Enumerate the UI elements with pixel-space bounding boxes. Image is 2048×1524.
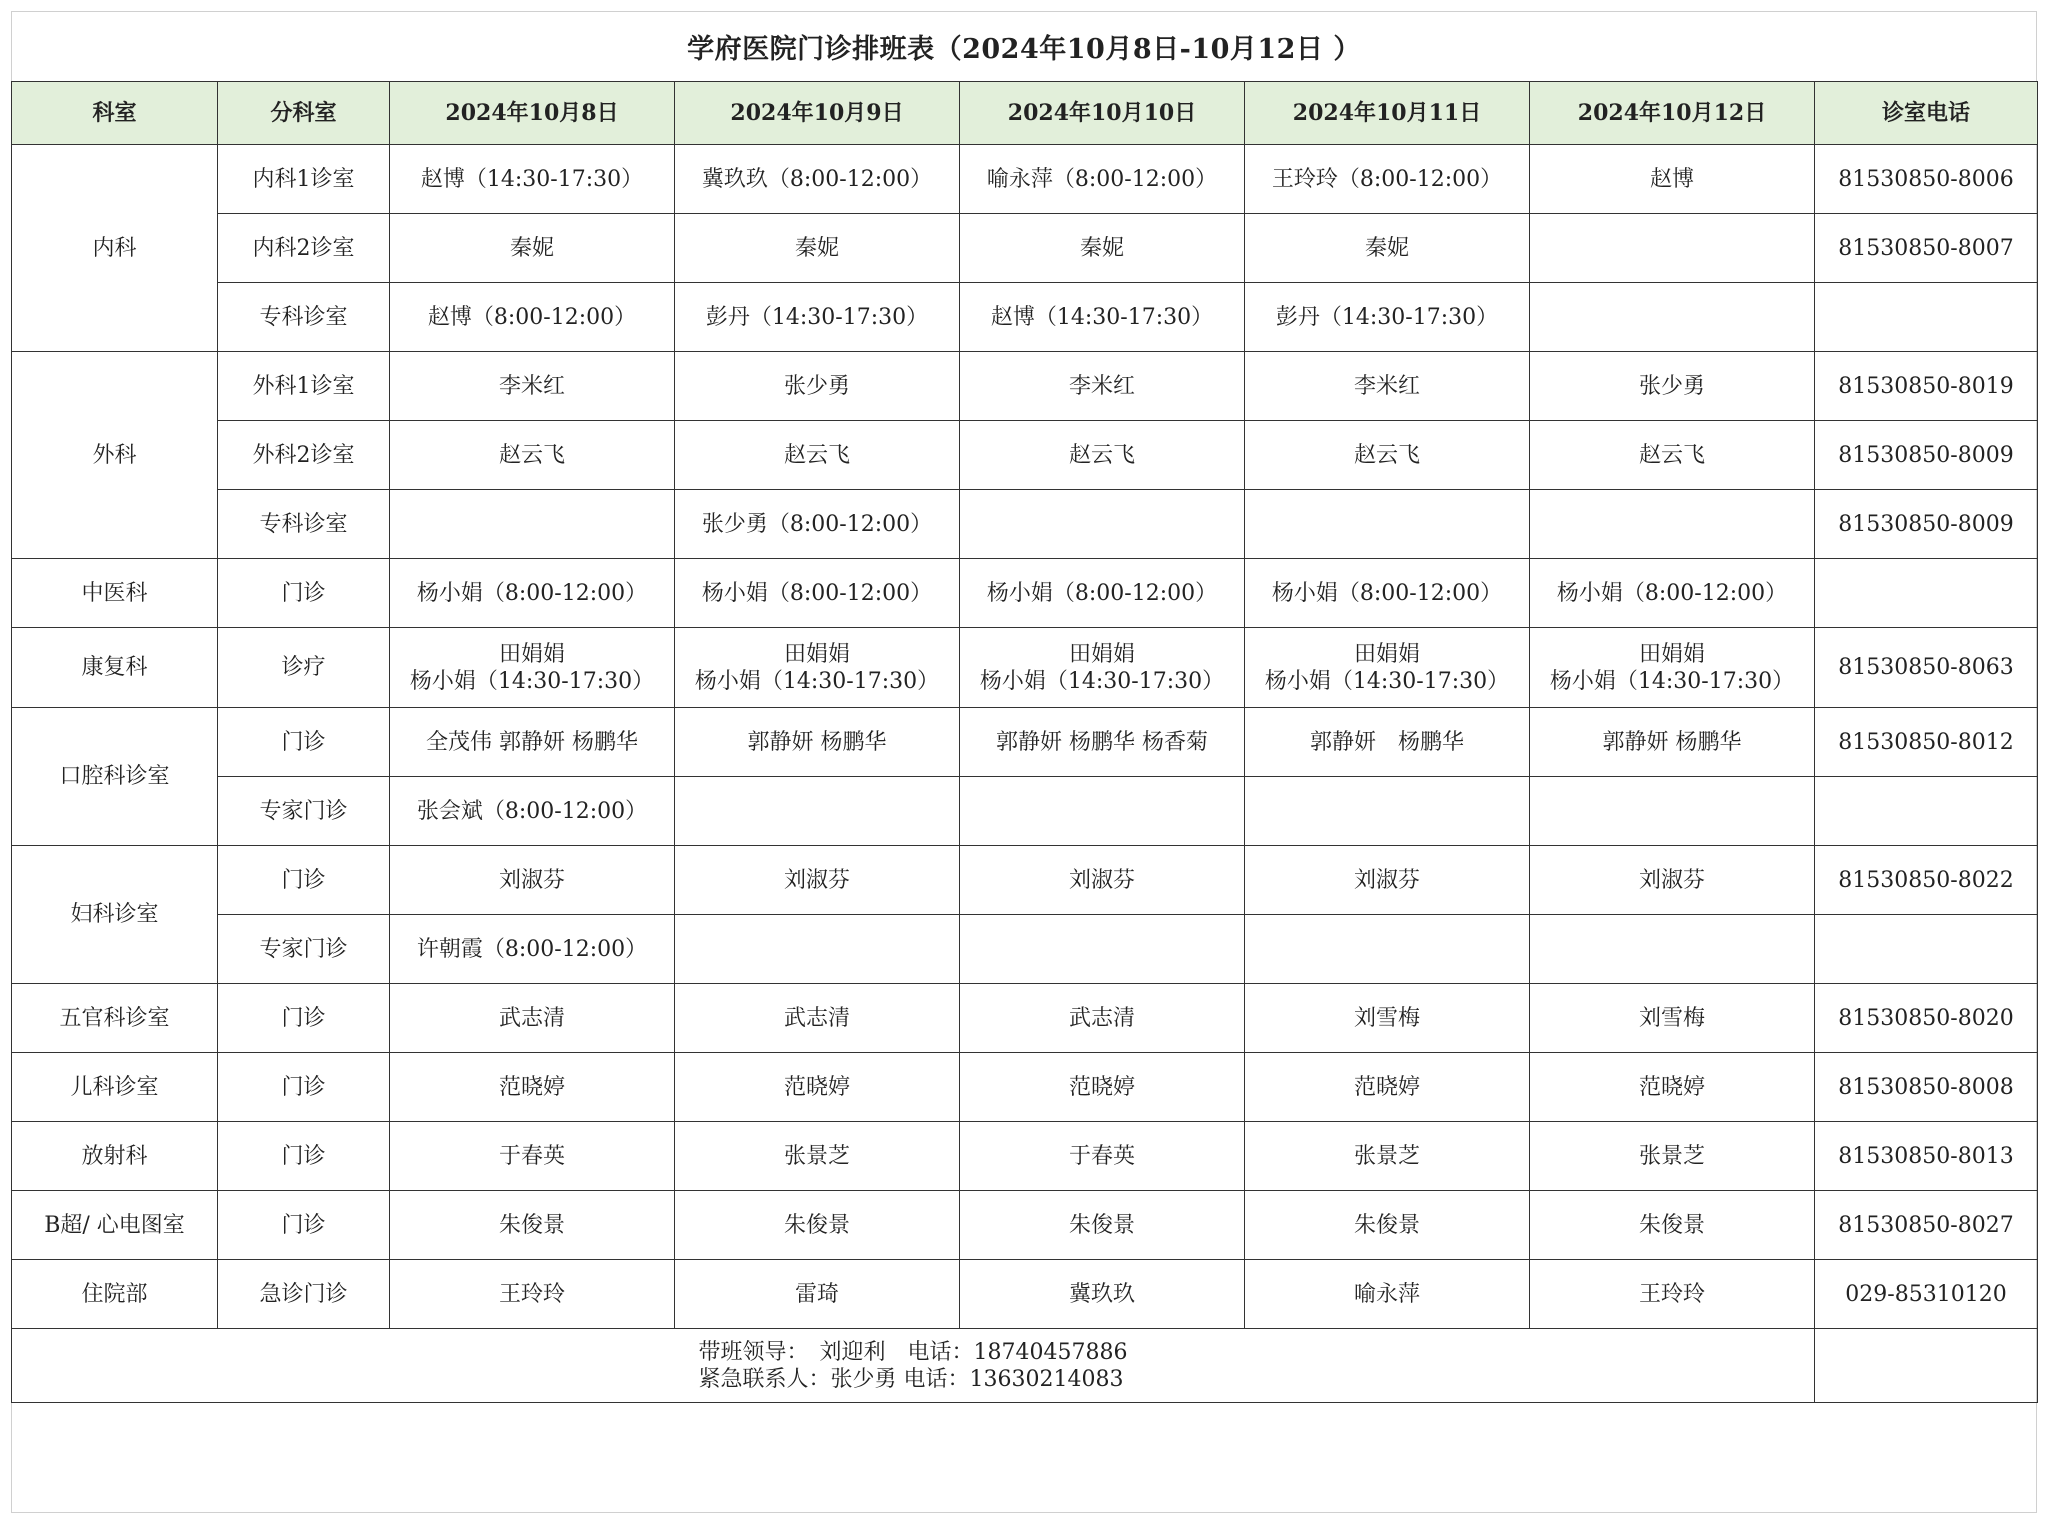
schedule-cell: 赵博（8:00-12:00） — [390, 283, 675, 352]
schedule-cell: 杨小娟（8:00-12:00） — [390, 559, 675, 628]
schedule-cell — [675, 777, 960, 846]
sub-room-cell: 内科1诊室 — [218, 145, 390, 214]
phone-cell: 81530850-8019 — [1815, 352, 2038, 421]
department-cell: 放射科 — [12, 1122, 218, 1191]
department-cell: 住院部 — [12, 1260, 218, 1329]
schedule-cell — [1245, 777, 1530, 846]
schedule-cell: 刘淑芬 — [390, 846, 675, 915]
sub-room-cell: 内科2诊室 — [218, 214, 390, 283]
header-phone: 诊室电话 — [1815, 82, 2038, 145]
schedule-cell: 张景芝 — [1245, 1122, 1530, 1191]
schedule-cell: 范晓婷 — [675, 1053, 960, 1122]
schedule-row — [12, 1053, 2038, 1122]
schedule-cell: 张少勇 — [1530, 352, 1815, 421]
schedule-cell: 全茂伟 郭静妍 杨鹏华 — [390, 708, 675, 777]
department-cell: 康复科 — [12, 628, 218, 708]
header-date: 2024年10月8日 — [390, 82, 675, 145]
schedule-cell: 王玲玲 — [1530, 1260, 1815, 1329]
schedule-cell: 刘淑芬 — [960, 846, 1245, 915]
sub-room-cell: 门诊 — [218, 1122, 390, 1191]
schedule-row — [12, 559, 2038, 628]
sub-room-cell: 门诊 — [218, 708, 390, 777]
schedule-row — [12, 915, 2038, 984]
phone-cell: 81530850-8063 — [1815, 628, 2038, 708]
schedule-cell: 杨小娟（8:00-12:00） — [675, 559, 960, 628]
department-cell: 内科 — [12, 145, 218, 352]
phone-cell: 81530850-8009 — [1815, 490, 2038, 559]
schedule-cell: 张少勇（8:00-12:00） — [675, 490, 960, 559]
schedule-cell: 范晓婷 — [1245, 1053, 1530, 1122]
sub-room-cell: 门诊 — [218, 1053, 390, 1122]
schedule-body — [12, 145, 2038, 1329]
header-date: 2024年10月9日 — [675, 82, 960, 145]
schedule-cell: 张少勇 — [675, 352, 960, 421]
schedule-row — [12, 1122, 2038, 1191]
phone-cell: 81530850-8008 — [1815, 1053, 2038, 1122]
department-cell: 外科 — [12, 352, 218, 559]
schedule-row — [12, 708, 2038, 777]
schedule-cell: 刘淑芬 — [1245, 846, 1530, 915]
schedule-cell: 郭静妍 杨鹏华 — [675, 708, 960, 777]
schedule-cell: 秦妮 — [675, 214, 960, 283]
schedule-cell: 朱俊景 — [1530, 1191, 1815, 1260]
schedule-cell: 杨小娟（8:00-12:00） — [960, 559, 1245, 628]
department-cell: 儿科诊室 — [12, 1053, 218, 1122]
schedule-row — [12, 1191, 2038, 1260]
phone-cell: 81530850-8022 — [1815, 846, 2038, 915]
schedule-row — [12, 846, 2038, 915]
schedule-cell — [1530, 490, 1815, 559]
header-date: 2024年10月12日 — [1530, 82, 1815, 145]
footer-contacts — [12, 1329, 1815, 1403]
sub-room-cell: 诊疗 — [218, 628, 390, 708]
schedule-row — [12, 628, 2038, 708]
schedule-row — [12, 421, 2038, 490]
schedule-table — [11, 81, 2038, 1403]
phone-cell — [1815, 559, 2038, 628]
schedule-cell: 刘雪梅 — [1245, 984, 1530, 1053]
schedule-cell — [960, 777, 1245, 846]
schedule-cell: 朱俊景 — [390, 1191, 675, 1260]
schedule-cell — [960, 490, 1245, 559]
phone-cell — [1815, 283, 2038, 352]
phone-cell: 81530850-8006 — [1815, 145, 2038, 214]
schedule-cell: 郭静妍 杨鹏华 杨香菊 — [960, 708, 1245, 777]
schedule-cell: 赵云飞 — [390, 421, 675, 490]
page-title: 学府医院门诊排班表（2024年10月8日-10月12日 ） — [687, 33, 1361, 65]
schedule-cell: 赵博（14:30-17:30） — [390, 145, 675, 214]
schedule-cell: 李米红 — [1245, 352, 1530, 421]
schedule-cell — [1245, 490, 1530, 559]
sub-room-cell: 门诊 — [218, 559, 390, 628]
schedule-row — [12, 984, 2038, 1053]
schedule-cell: 赵博（14:30-17:30） — [960, 283, 1245, 352]
schedule-cell: 朱俊景 — [1245, 1191, 1530, 1260]
sub-room-cell: 急诊门诊 — [218, 1260, 390, 1329]
schedule-cell — [1530, 777, 1815, 846]
phone-cell: 81530850-8020 — [1815, 984, 2038, 1053]
schedule-cell: 刘雪梅 — [1530, 984, 1815, 1053]
schedule-cell: 杨小娟（8:00-12:00） — [1530, 559, 1815, 628]
schedule-cell: 王玲玲 — [390, 1260, 675, 1329]
header-department: 科室 — [12, 82, 218, 145]
schedule-cell — [1530, 214, 1815, 283]
department-cell: 妇科诊室 — [12, 846, 218, 984]
schedule-cell: 喻永萍（8:00-12:00） — [960, 145, 1245, 214]
schedule-cell: 郭静妍 杨鹏华 — [1530, 708, 1815, 777]
schedule-cell — [1245, 915, 1530, 984]
footer-row — [12, 1329, 2038, 1403]
schedule-cell: 赵云飞 — [675, 421, 960, 490]
schedule-cell: 杨小娟（8:00-12:00） — [1245, 559, 1530, 628]
schedule-row — [12, 777, 2038, 846]
schedule-cell — [390, 490, 675, 559]
department-cell: 中医科 — [12, 559, 218, 628]
phone-cell: 81530850-8013 — [1815, 1122, 2038, 1191]
schedule-cell — [1530, 283, 1815, 352]
phone-cell: 81530850-8007 — [1815, 214, 2038, 283]
schedule-cell: 秦妮 — [390, 214, 675, 283]
header-sub-room: 分科室 — [218, 82, 390, 145]
phone-cell: 81530850-8012 — [1815, 708, 2038, 777]
schedule-row — [12, 214, 2038, 283]
schedule-cell: 张景芝 — [1530, 1122, 1815, 1191]
sub-room-cell: 专科诊室 — [218, 490, 390, 559]
schedule-cell: 赵博 — [1530, 145, 1815, 214]
schedule-cell: 喻永萍 — [1245, 1260, 1530, 1329]
schedule-cell: 彭丹（14:30-17:30） — [1245, 283, 1530, 352]
sub-room-cell: 专科诊室 — [218, 283, 390, 352]
schedule-cell: 冀玖玖 — [960, 1260, 1245, 1329]
header-date: 2024年10月10日 — [960, 82, 1245, 145]
schedule-cell: 朱俊景 — [675, 1191, 960, 1260]
schedule-row — [12, 352, 2038, 421]
schedule-cell: 彭丹（14:30-17:30） — [675, 283, 960, 352]
schedule-cell: 秦妮 — [960, 214, 1245, 283]
header-date: 2024年10月11日 — [1245, 82, 1530, 145]
schedule-cell: 王玲玲（8:00-12:00） — [1245, 145, 1530, 214]
sub-room-cell: 门诊 — [218, 846, 390, 915]
schedule-cell: 田娟娟 杨小娟（14:30-17:30） — [675, 628, 960, 708]
schedule-row — [12, 283, 2038, 352]
schedule-cell: 张会斌（8:00-12:00） — [390, 777, 675, 846]
department-cell: B超/ 心电图室 — [12, 1191, 218, 1260]
schedule-cell: 武志清 — [675, 984, 960, 1053]
schedule-row — [12, 145, 2038, 214]
schedule-cell: 李米红 — [960, 352, 1245, 421]
schedule-cell: 赵云飞 — [960, 421, 1245, 490]
schedule-cell: 冀玖玖（8:00-12:00） — [675, 145, 960, 214]
schedule-cell: 赵云飞 — [1530, 421, 1815, 490]
sub-room-cell: 门诊 — [218, 1191, 390, 1260]
schedule-cell: 田娟娟 杨小娟（14:30-17:30） — [1245, 628, 1530, 708]
schedule-cell: 于春英 — [960, 1122, 1245, 1191]
schedule-cell — [960, 915, 1245, 984]
schedule-cell: 朱俊景 — [960, 1191, 1245, 1260]
leader-line: 带班领导： 刘迎利 电话：18740457886 — [698, 1339, 1128, 1365]
sub-room-cell: 专家门诊 — [218, 777, 390, 846]
sub-room-cell: 外科1诊室 — [218, 352, 390, 421]
footer-empty-cell — [1815, 1329, 2038, 1403]
schedule-cell: 于春英 — [390, 1122, 675, 1191]
schedule-cell: 秦妮 — [1245, 214, 1530, 283]
schedule-cell — [1530, 915, 1815, 984]
schedule-cell: 刘淑芬 — [1530, 846, 1815, 915]
schedule-cell: 范晓婷 — [1530, 1053, 1815, 1122]
schedule-cell: 田娟娟 杨小娟（14:30-17:30） — [1530, 628, 1815, 708]
schedule-cell: 赵云飞 — [1245, 421, 1530, 490]
schedule-cell: 田娟娟 杨小娟（14:30-17:30） — [390, 628, 675, 708]
phone-cell: 81530850-8027 — [1815, 1191, 2038, 1260]
schedule-cell: 田娟娟 杨小娟（14:30-17:30） — [960, 628, 1245, 708]
department-cell: 五官科诊室 — [12, 984, 218, 1053]
schedule-cell: 武志清 — [390, 984, 675, 1053]
schedule-cell: 郭静妍 杨鹏华 — [1245, 708, 1530, 777]
schedule-row — [12, 490, 2038, 559]
sub-room-cell: 外科2诊室 — [218, 421, 390, 490]
emergency-contact-line: 紧急联系人：张少勇 电话：13630214083 — [698, 1366, 1124, 1392]
department-cell: 口腔科诊室 — [12, 708, 218, 846]
schedule-cell: 雷琦 — [675, 1260, 960, 1329]
phone-cell: 029-85310120 — [1815, 1260, 2038, 1329]
phone-cell — [1815, 915, 2038, 984]
sub-room-cell: 专家门诊 — [218, 915, 390, 984]
schedule-row — [12, 1260, 2038, 1329]
schedule-cell: 张景芝 — [675, 1122, 960, 1191]
schedule-cell — [675, 915, 960, 984]
schedule-cell: 李米红 — [390, 352, 675, 421]
schedule-cell: 许朝霞（8:00-12:00） — [390, 915, 675, 984]
schedule-cell: 刘淑芬 — [675, 846, 960, 915]
schedule-cell: 范晓婷 — [960, 1053, 1245, 1122]
phone-cell — [1815, 777, 2038, 846]
sub-room-cell: 门诊 — [218, 984, 390, 1053]
schedule-cell: 范晓婷 — [390, 1053, 675, 1122]
phone-cell: 81530850-8009 — [1815, 421, 2038, 490]
header-row — [12, 82, 2038, 145]
schedule-cell: 武志清 — [960, 984, 1245, 1053]
